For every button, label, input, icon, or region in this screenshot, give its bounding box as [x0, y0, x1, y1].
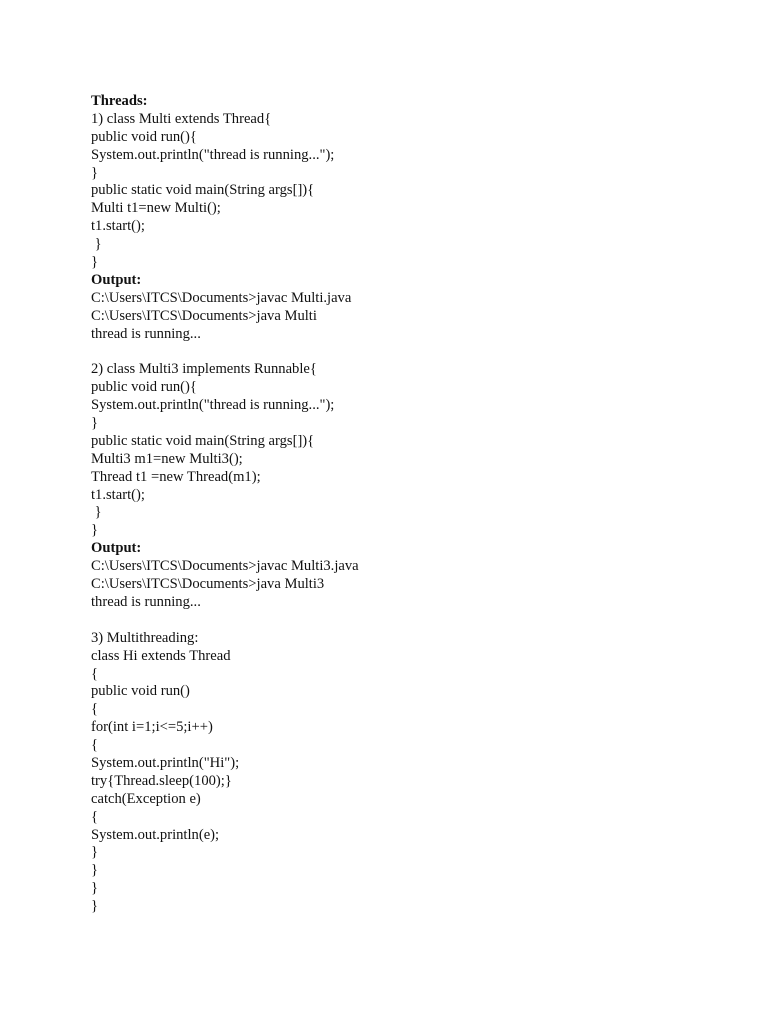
text-line: System.out.println("thread is running..."); — [91, 146, 335, 163]
document-page — [91, 93, 731, 916]
text-line: { — [91, 665, 99, 682]
text-line: } — [91, 415, 99, 432]
text-line: catch(Exception e) — [91, 790, 201, 807]
text-line: public void run() — [91, 683, 190, 700]
text-line: Multi t1=new Multi(); — [91, 200, 221, 217]
text-line: try{Thread.sleep(100);} — [91, 772, 232, 789]
text-line: Thread t1 =new Thread(m1); — [91, 468, 261, 485]
text-line: 1) class Multi extends Thread{ — [91, 110, 272, 127]
text-line: } — [91, 880, 99, 897]
text-line: } — [91, 504, 102, 521]
text-line: System.out.println("Hi"); — [91, 754, 240, 771]
text-line: { — [91, 701, 99, 718]
text-line: { — [91, 737, 99, 754]
text-line: thread is running... — [91, 593, 201, 610]
text-line: C:\Users\ITCS\Documents>javac Multi.java — [91, 289, 352, 306]
text-line: C:\Users\ITCS\Documents>java Multi — [91, 307, 317, 324]
text-line: Multi3 m1=new Multi3(); — [91, 450, 243, 467]
text-line: C:\Users\ITCS\Documents>javac Multi3.java — [91, 558, 359, 575]
text-line: System.out.println("thread is running..."); — [91, 397, 335, 414]
text-line: t1.start(); — [91, 218, 145, 235]
text-line: } — [91, 862, 99, 879]
text-line: } — [91, 254, 99, 271]
blank-line — [91, 612, 731, 630]
text-line: t1.start(); — [91, 486, 145, 503]
text-line: C:\Users\ITCS\Documents>java Multi3 — [91, 576, 325, 593]
text-line: public static void main(String args[]){ — [91, 182, 315, 199]
text-line: } — [91, 844, 99, 861]
text-line: public static void main(String args[]){ — [91, 432, 315, 449]
text-line: public void run(){ — [91, 379, 197, 396]
text-line: 2) class Multi3 implements Runnable{ — [91, 361, 317, 378]
text-line: } — [91, 236, 102, 253]
text-line: thread is running... — [91, 325, 201, 342]
text-line: public void run(){ — [91, 128, 197, 145]
text-line: { — [91, 808, 99, 825]
text-line: } — [91, 164, 99, 181]
section-heading: Threads: — [91, 93, 148, 109]
blank-line — [91, 343, 731, 361]
document-body — [91, 93, 731, 916]
section-heading: Output: — [91, 271, 142, 288]
text-line: } — [91, 522, 99, 539]
text-line: 3) Multithreading: — [91, 629, 199, 646]
text-line: System.out.println(e); — [91, 826, 220, 843]
text-line: for(int i=1;i<=5;i++) — [91, 719, 213, 736]
text-line: class Hi extends Thread — [91, 647, 231, 664]
text-line: } — [91, 898, 99, 915]
section-heading: Output: — [91, 540, 142, 557]
